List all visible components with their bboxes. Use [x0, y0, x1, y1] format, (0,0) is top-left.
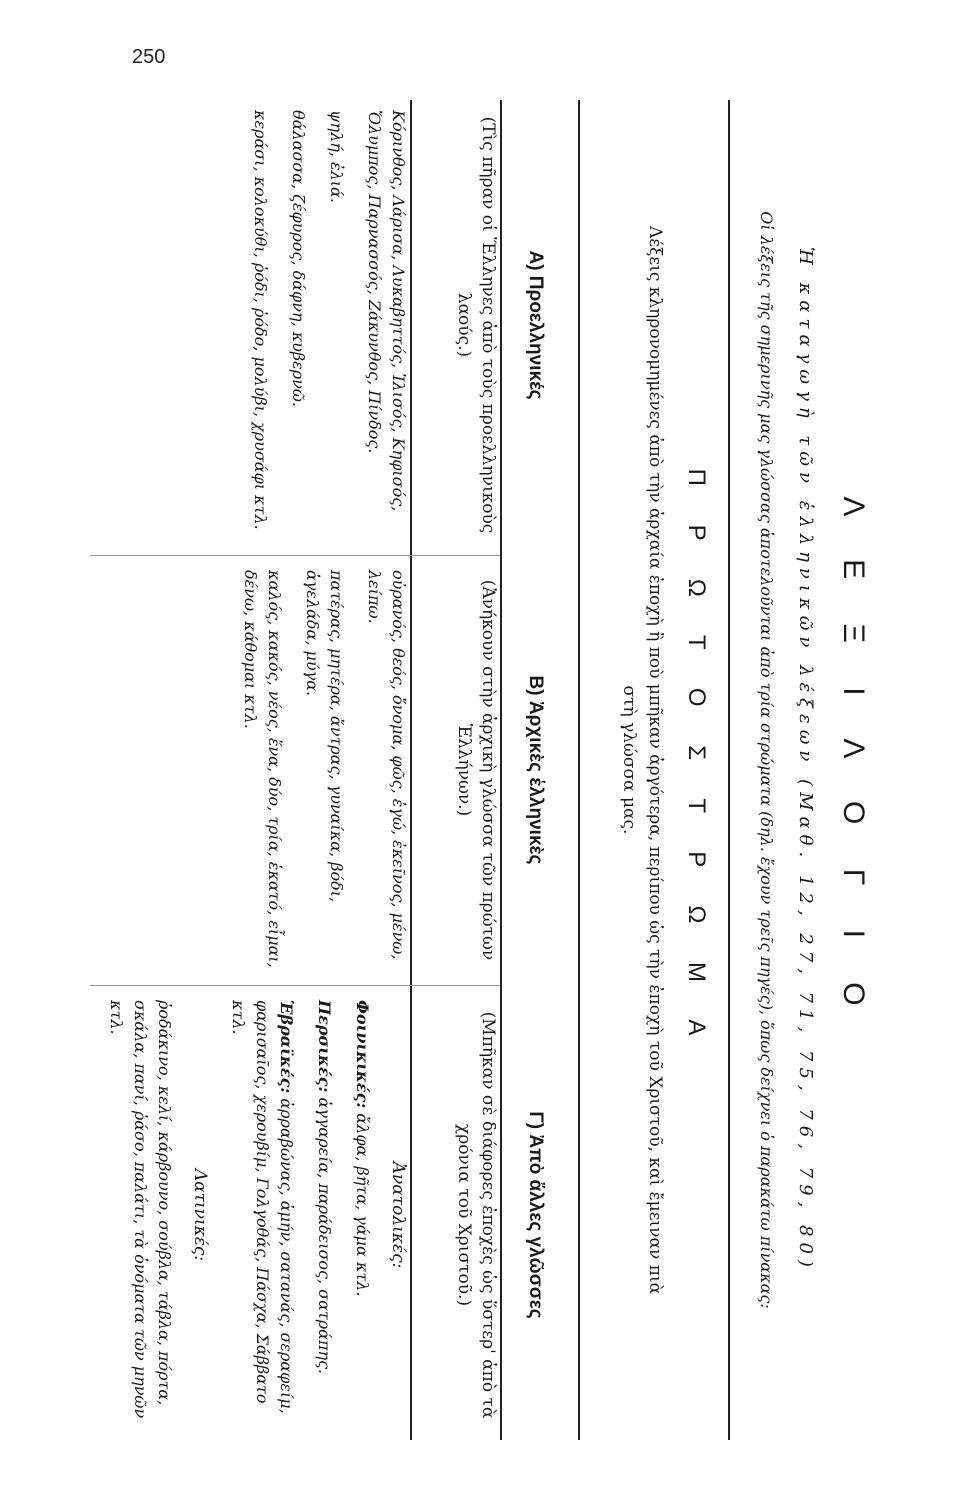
- persian-list: ἀγγαρεία, παράδεισος, σατράπης.: [315, 1097, 334, 1375]
- hebrew-list: ἀρραβώνας, ἀμήν, σατανάς, σεραφείμ, φαρισαῖος, χερουβίμ, Γολγοθάς, Πάσχα, Σάββατο κτλ.: [229, 1000, 296, 1414]
- intro-text: Οἱ λέξεις τῆς σημερινῆς μας γλώσσας ἀποτελοῦνται ἀπὸ τρία στρώματα (δηλ. ἔχουν τρεῖς πηγές), ὅπως δείχνει ὁ παρακάτω πίνακας:: [757, 211, 776, 1309]
- page-title: Λ Ε Ξ Ι Λ Ο Γ Ι Ο: [837, 496, 870, 1024]
- word-list: [238, 560, 410, 980]
- column-pre-greek: [80, 100, 580, 550]
- word-list: [248, 100, 410, 550]
- column-heading: Α) Προελληνικές: [525, 250, 546, 400]
- top-rule: [728, 100, 730, 1440]
- layer-description-line2: στὴ γλώσσα μας.: [619, 685, 639, 835]
- persian-label: Περσικές:: [315, 1000, 334, 1093]
- column-note: (Τὶς πῆραν οἱ Ἕλληνες ἀπὸ τοὺς προελληνικοὺς λαούς.): [454, 116, 498, 534]
- persian-words: [312, 1000, 336, 1430]
- word-group: καλός, κακός, νέος, ἕνα, δύο, τρία, ἑκατό, εἶμαι, δένω, κάθομαι κτλ.: [241, 570, 284, 968]
- column-original-greek: [80, 560, 580, 980]
- word-group: κεράσι, κολοκύθι, ῥόδι, ῥόδο, μολύβι, χρυσάφι κτλ.: [251, 110, 270, 530]
- word-group: πατέρας, μητέρα, ἄντρας, γυναίκα, βόδι, ἀγελάδα, μύγα.: [303, 570, 346, 903]
- phoenician-label: Φοινικικές:: [353, 1000, 372, 1109]
- column-separator-bc: [90, 985, 500, 986]
- latin-subheading: Λατινικές:: [190, 1168, 210, 1262]
- hebrew-words: [226, 1000, 298, 1430]
- page-number: 250: [132, 46, 166, 68]
- rotated-page-content: [60, 60, 880, 1460]
- phoenician-words: [350, 1000, 374, 1430]
- column-heading: Β) Ἀρχικὲς ἑλληνικὲς: [525, 675, 546, 865]
- page-subtitle: Ἡ καταγωγὴ τῶν ἑλληνικῶν λέξεων (Μαθ. 12, 27, 71, 75, 76, 79, 80): [795, 247, 816, 1273]
- word-group: Κόρινθος, Λάρισα, Λυκαβηττός, Ἰλισός, Κηφισός, Ὄλυμπος, Παρνασσός, Ζάκυνθος, Πίνδος.: [365, 110, 408, 512]
- column-note: (Μπῆκαν σὲ διάφορες ἐποχὲς ὡς ὕστερ' ἀπὸ τὰ χρόνια τοῦ Χριστοῦ.): [454, 1011, 498, 1419]
- latin-words: ῥοδάκινο, κελί, κάρβουνο, σούβλα, τάβλα, πόρτα, σκάλα, πανί, ῥάσο, παλάτι, τὰ ὀνόματα τῶν μηνῶν κτλ.: [107, 1000, 174, 1419]
- layer-description-line1: Λέξεις κληρονομημένες ἀπὸ τὴν ἀρχαία ἐποχὴ ἢ ποὺ μπῆκαν ἀργότερα, περίπου ὡς τὴν ἐποχὴ τοῦ Χριστοῦ, καὶ ἔμειναν πιὰ: [645, 225, 665, 1295]
- word-group: θάλασσα, ζέφυρος, δάφνη, κυβερνῶ.: [289, 110, 308, 408]
- layer-title: Π Ρ Ω Τ Ο Σ Τ Ρ Ω Μ Α: [683, 468, 710, 1052]
- eastern-subheading: Ἀνατολικές:: [388, 1161, 408, 1269]
- column-heading: Γ) Ἀπὸ ἄλλες γλῶσσες: [525, 1111, 546, 1319]
- word-list: [104, 990, 410, 1440]
- column-other-languages: [80, 990, 580, 1440]
- column-separator-ab: [90, 555, 500, 556]
- word-group: ψηλή, ἐλιά.: [327, 110, 346, 203]
- hebrew-label: Ἑβραϊκές:: [277, 1000, 296, 1094]
- word-group: οὐρανός, θεός, ὄνομα, φῶς, ἐγώ, ἐκεῖνος, μένω, λείπω.: [365, 570, 408, 960]
- layer-description: [616, 120, 668, 1400]
- column-note: (Ἀνήκουν στὴν ἀρχικὴ γλώσσα τῶν πρώτων Ἑλλήνων.): [454, 579, 498, 961]
- phoenician-list: ἄλφα, βῆτα, γάμα κτλ.: [353, 1113, 372, 1297]
